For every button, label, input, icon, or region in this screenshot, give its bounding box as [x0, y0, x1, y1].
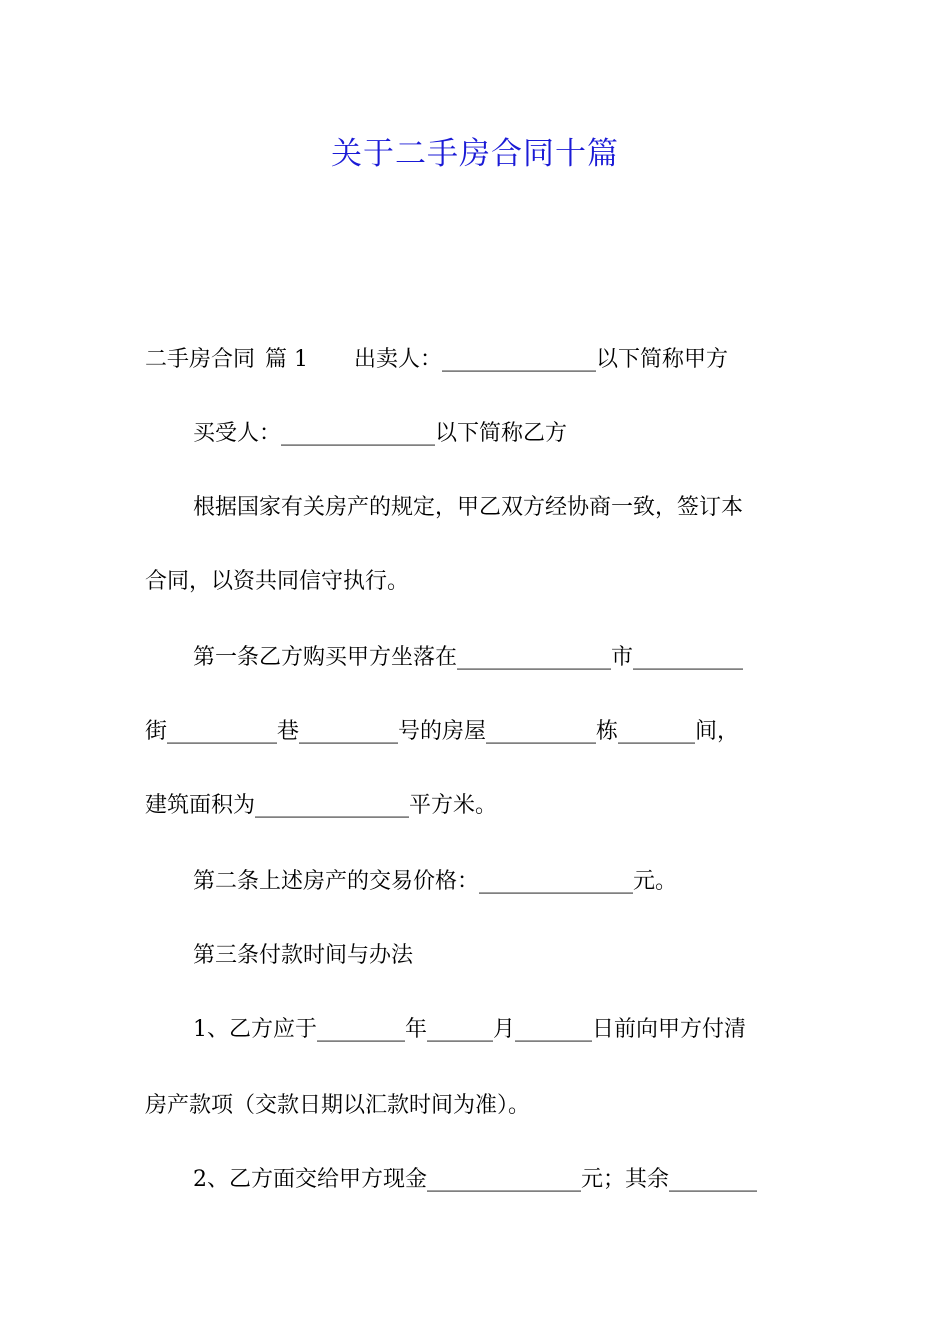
- section-number: 篇 1: [265, 347, 309, 372]
- clause-1-line: 房产款项（交款日期以汇款时间为准）。: [145, 1093, 531, 1118]
- paragraph-line: 合同，以资共同信守执行。: [145, 569, 410, 594]
- page-title: 关于二手房合同十篇: [331, 136, 619, 172]
- seller-line: 出卖人：______________以下简称甲方: [354, 347, 729, 372]
- clause-1-line: 1、乙方应于________年______月_______日前向甲方付清: [193, 1017, 746, 1042]
- article-1-line: 第一条乙方购买甲方坐落在______________市__________: [193, 645, 744, 670]
- article-1-line: 街__________巷_________号的房屋__________栋_______间，: [145, 719, 740, 744]
- paragraph-line: 根据国家有关房产的规定，甲乙双方经协商一致，签订本: [193, 495, 744, 520]
- article-2-line: 第二条上述房产的交易价格：______________元。: [193, 869, 678, 894]
- clause-2-line: 2、乙方面交给甲方现金______________元；其余________: [193, 1167, 757, 1192]
- heading-line: [145, 344, 728, 376]
- buyer-line: 买受人：______________以下简称乙方: [193, 421, 568, 446]
- section-label: 二手房合同: [145, 347, 256, 372]
- article-1-line: 建筑面积为______________平方米。: [145, 793, 498, 818]
- article-3-heading: 第三条付款时间与办法: [193, 943, 414, 968]
